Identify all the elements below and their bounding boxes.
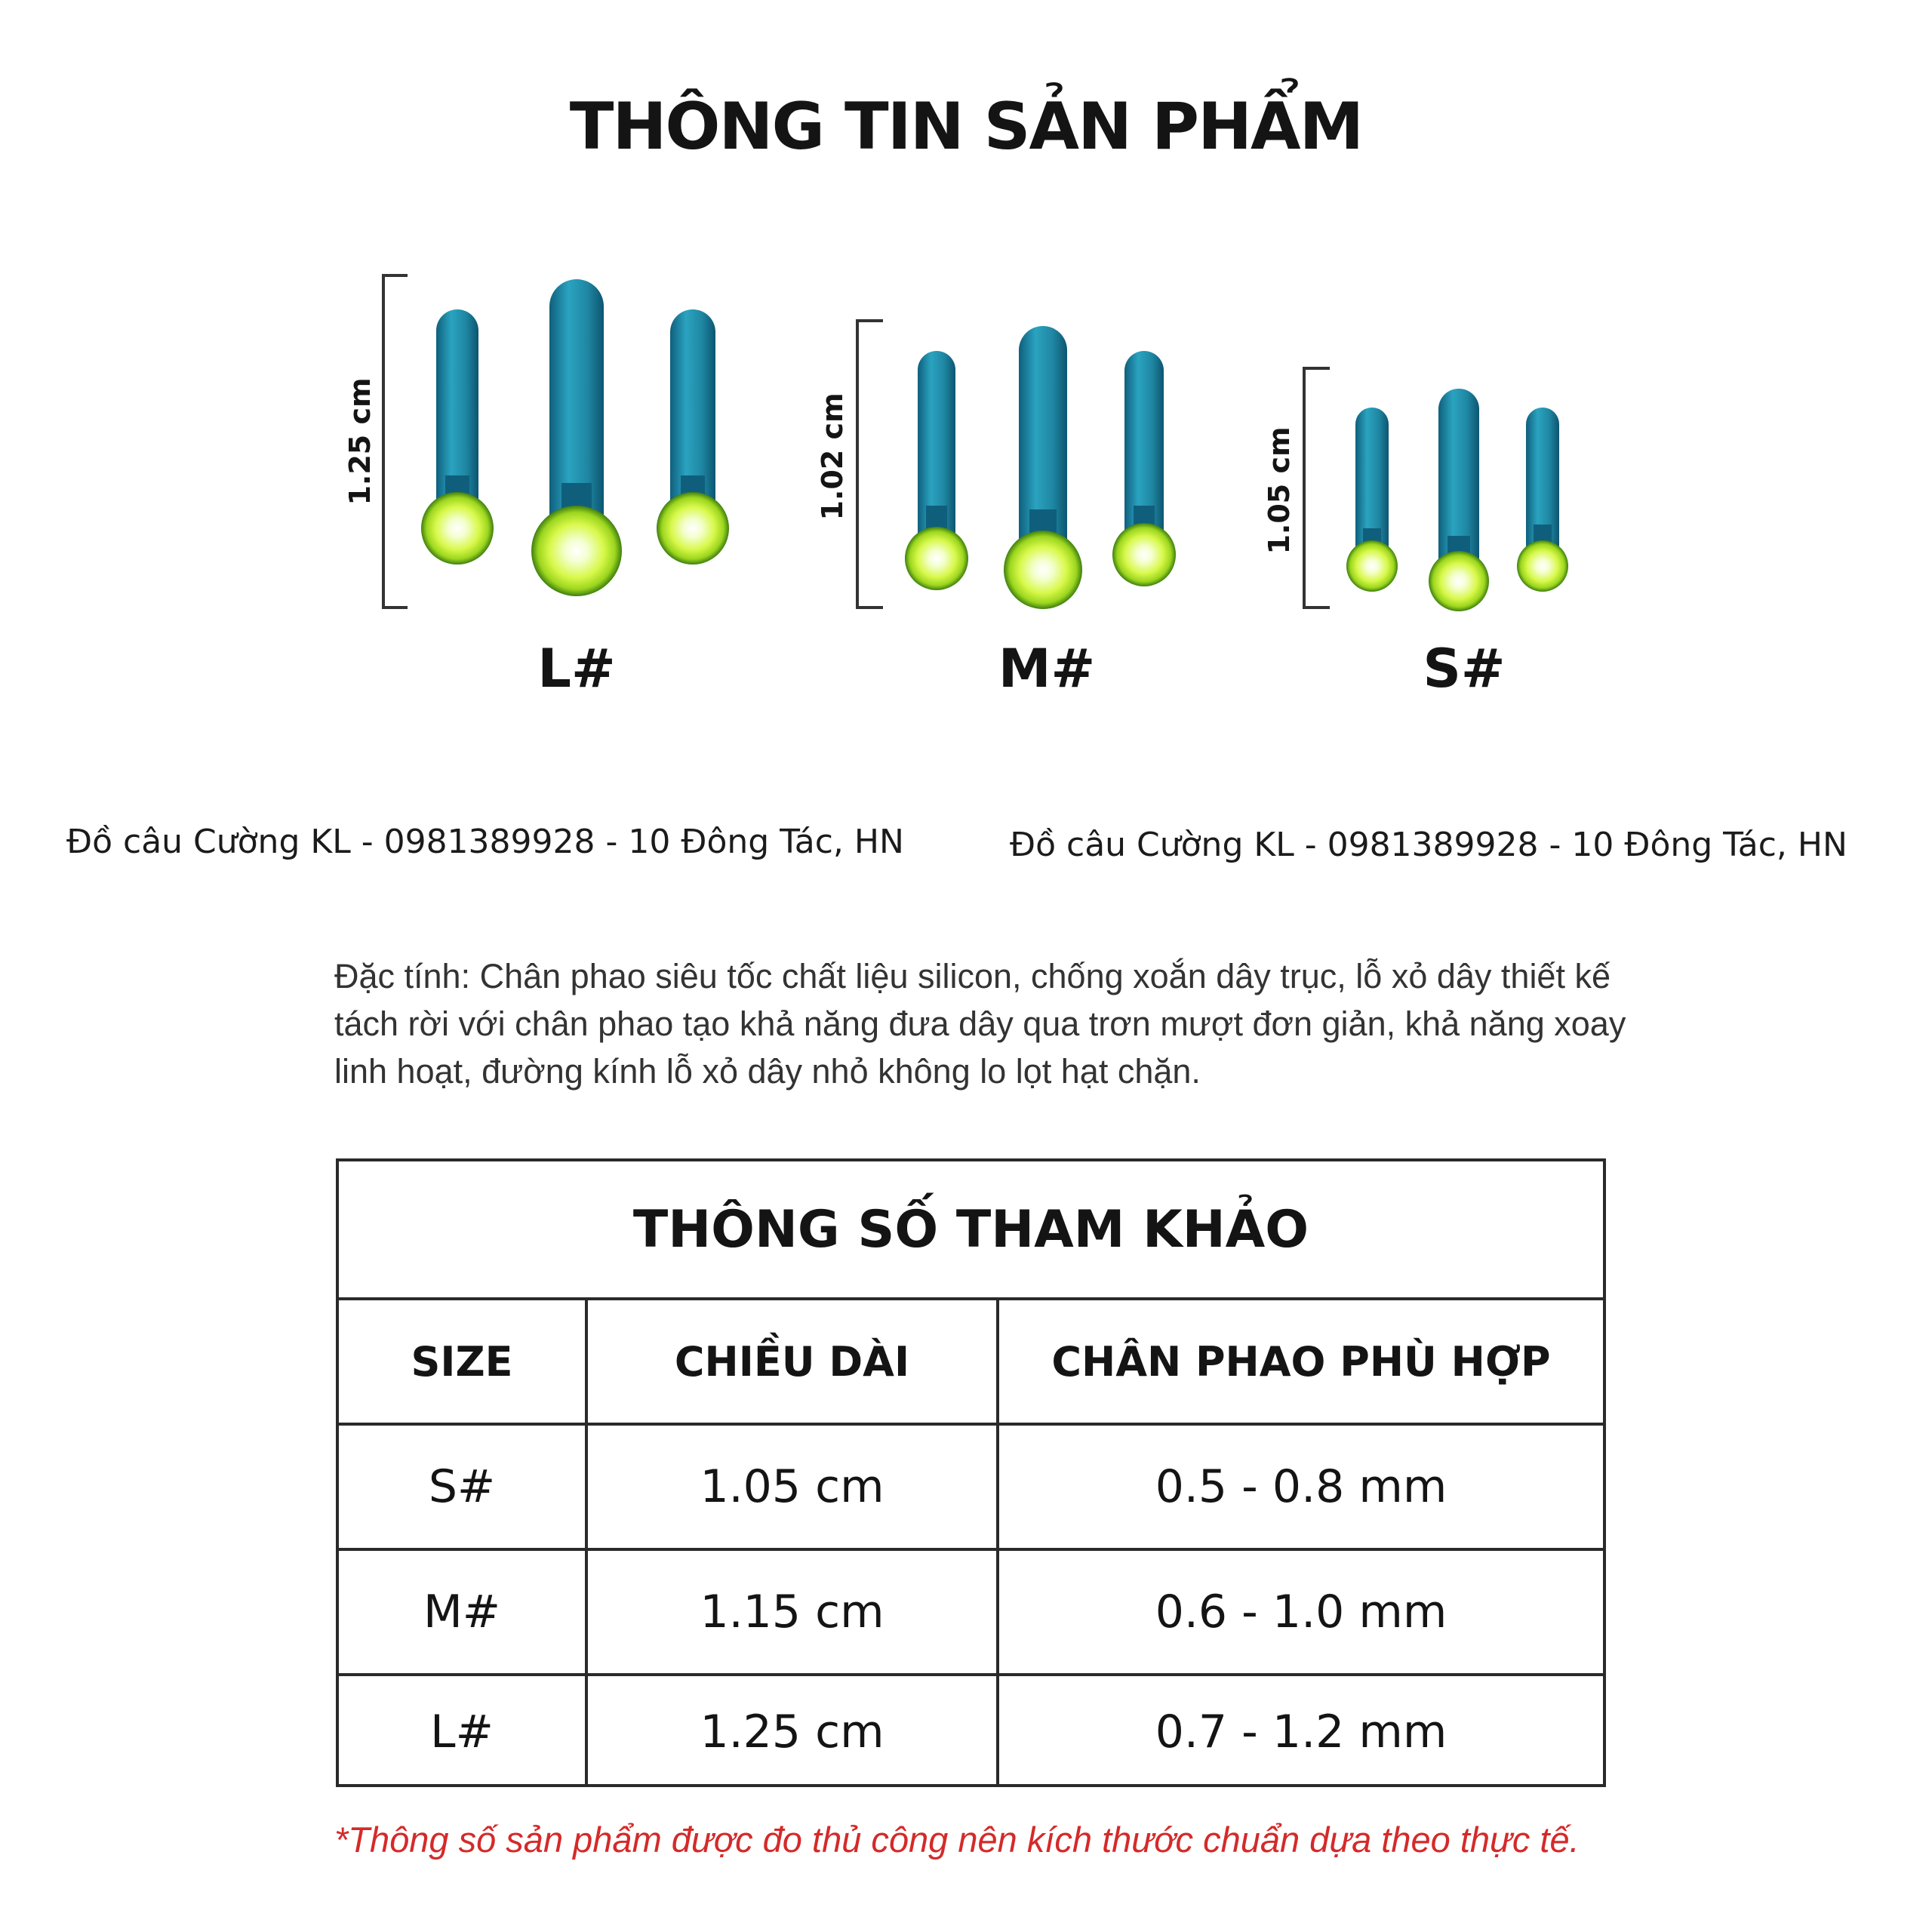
float-stoppers-illustration [0,257,1932,724]
page-title: THÔNG TIN SẢN PHẨM [569,89,1363,165]
dimension-label-s: 1.05 cm [1263,426,1296,555]
glow-ball [1429,551,1489,611]
cell-length: 1.05 cm [588,1426,999,1548]
header-fit: CHÂN PHAO PHÙ HỢP [1051,1337,1551,1386]
glow-ball [1346,540,1398,592]
cell-fit: 0.5 - 0.8 mm [1155,1460,1447,1513]
group-s [1263,368,1568,611]
glow-ball [657,492,729,565]
glow-ball [1517,540,1568,592]
size-label-l: L# [537,638,616,700]
shop-watermark: Đồ câu Cường KL - 0981389928 - 10 Đông Tác, HN [66,823,904,861]
spec-table-title: THÔNG SỐ THAM KHẢO [339,1161,1603,1300]
spec-table [336,1158,1606,1787]
glow-ball [421,492,494,565]
glow-ball [1112,523,1176,586]
glow-ball [905,527,968,590]
shop-watermark: Đồ câu Cường KL - 0981389928 - 10 Đông Tác, HN [1010,826,1847,864]
cell-length: 1.25 cm [588,1676,999,1787]
cell-size: S# [339,1426,588,1548]
glow-ball [531,506,622,596]
size-label-s: S# [1423,638,1506,700]
cell-fit: 0.6 - 1.0 mm [1155,1586,1447,1638]
table-row [339,1676,1603,1787]
measurement-note: *Thông số sản phẩm được đo thủ công nên kích thước chuẩn dựa theo thực tế. [334,1820,1580,1860]
table-header-row [339,1300,1603,1426]
table-row [339,1426,1603,1551]
product-description: Đặc tính: Chân phao siêu tốc chất liệu silicon, chống xoắn dây trục, lỗ xỏ dây thiết kế tách rời với chân phao tạo khả năng đưa dây qua trơn mượt đơn giản, khả năng xoay linh hoạt, đường kính lỗ xỏ dây nhỏ không lo lọt hạt chặn. [334,957,1626,1091]
size-label-m: M# [998,638,1096,700]
group-m [816,321,1176,609]
cell-fit: 0.7 - 1.2 mm [1155,1705,1447,1758]
header-size: SIZE [339,1300,588,1423]
dimension-bracket-s [1304,368,1330,608]
dimension-bracket-m [857,321,883,608]
header-length: CHIỀU DÀI [588,1300,999,1423]
cell-size: M# [339,1551,588,1673]
product-figure [0,257,1932,724]
table-row [339,1551,1603,1676]
dimension-label-m: 1.02 cm [816,392,849,521]
cell-size: L# [339,1676,588,1787]
dimension-label-l: 1.25 cm [343,377,377,506]
cell-length: 1.15 cm [588,1551,999,1673]
dimension-bracket-l [383,275,408,608]
group-l [343,275,729,608]
glow-ball [1004,531,1082,609]
